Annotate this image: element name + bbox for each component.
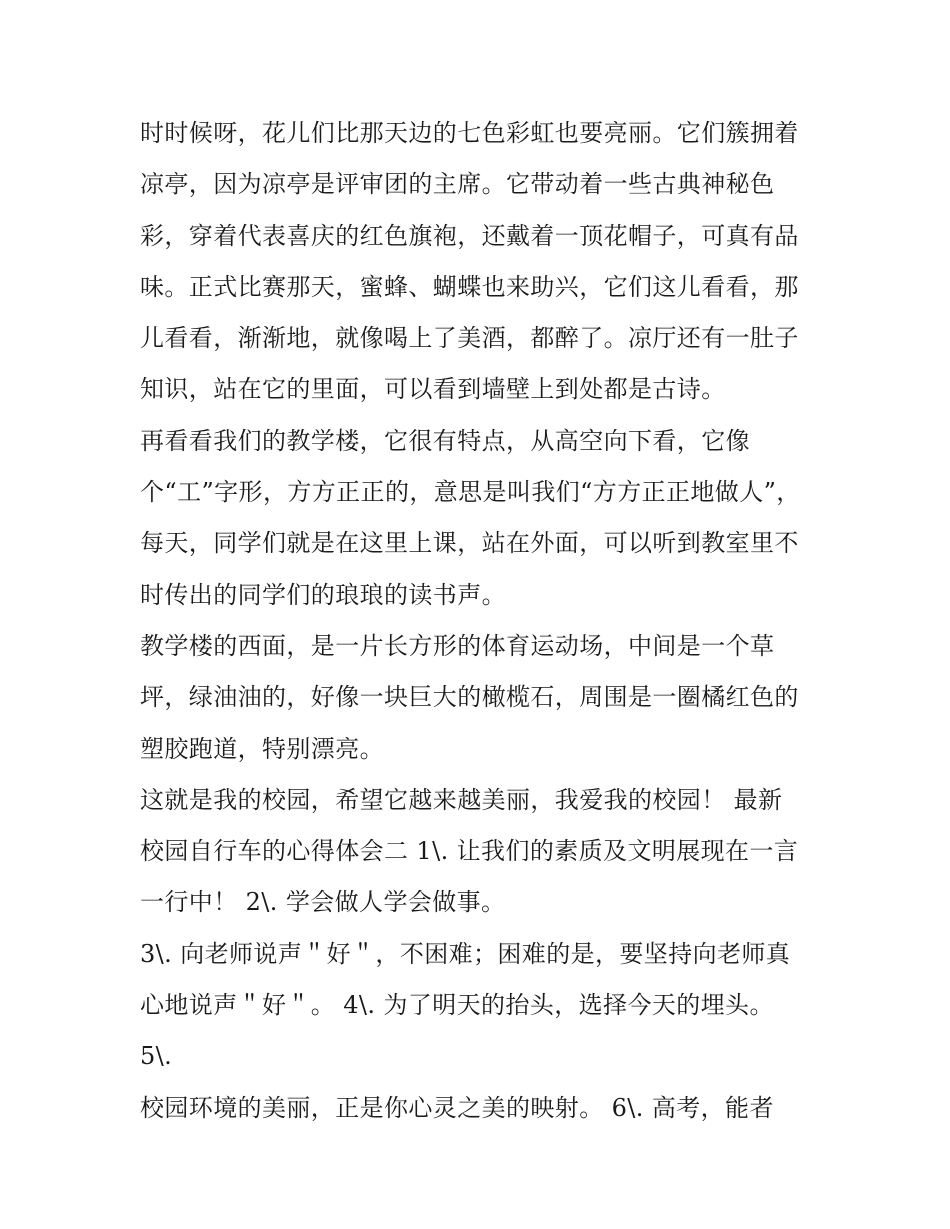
text-line: 味。正式比赛那天，蜜蜂、蝴蝶也来助兴，它们这儿看看，那 xyxy=(140,272,799,301)
text-line: 校园自行车的心得体会二 1\. 让我们的素质及文明展现在一言 xyxy=(140,837,799,866)
text-line: 个“工”字形，方方正正的，意思是叫我们“方方正正地做人”， xyxy=(140,478,801,507)
text-line: 时传出的同学们的琅琅的读书声。 xyxy=(140,580,506,609)
text-line: 心地说声＂好＂。 4\. 为了明天的抬头，选择今天的埋头。 xyxy=(140,991,774,1020)
body-text xyxy=(140,108,820,1134)
text-line: 塑胶跑道，特别漂亮。 xyxy=(140,734,384,763)
text-line: 这就是我的校园，希望它越来越美丽，我爱我的校园！ 最新 xyxy=(140,785,783,814)
text-line: 再看看我们的教学楼，它很有特点，从高空向下看，它像 xyxy=(140,426,750,455)
text-line: 凉亭，因为凉亭是评审团的主席。它带动着一些古典神秘色 xyxy=(140,170,775,199)
text-line: 儿看看，渐渐地，就像喝上了美酒，都醉了。凉厅还有一肚子 xyxy=(140,324,799,353)
text-line: 3\. 向老师说声＂好＂，不困难；困难的是，要坚持向老师真 xyxy=(140,939,791,968)
text-line: 5\. xyxy=(140,1042,173,1071)
text-line: 坪，绿油油的，好像一块巨大的橄榄石，周围是一圈橘红色的 xyxy=(140,683,799,712)
text-line: 每天，同学们就是在这里上课，站在外面，可以听到教室里不 xyxy=(140,529,799,558)
text-line: 时时候呀，花儿们比那天边的七色彩虹也要亮丽。它们簇拥着 xyxy=(140,119,799,147)
text-line: 教学楼的西面，是一片长方形的体育运动场，中间是一个草 xyxy=(140,631,775,660)
text-line: 校园环境的美丽，正是你心灵之美的映射。 6\. 高考，能者 xyxy=(140,1093,774,1122)
text-line: 知识，站在它的里面，可以看到墙壁上到处都是古诗。 xyxy=(140,375,726,404)
text-line: 一行中！ 2\. 学会做人学会做事。 xyxy=(140,888,506,917)
text-line: 彩，穿着代表喜庆的红色旗袍，还戴着一顶花帽子，可真有品 xyxy=(140,221,799,250)
